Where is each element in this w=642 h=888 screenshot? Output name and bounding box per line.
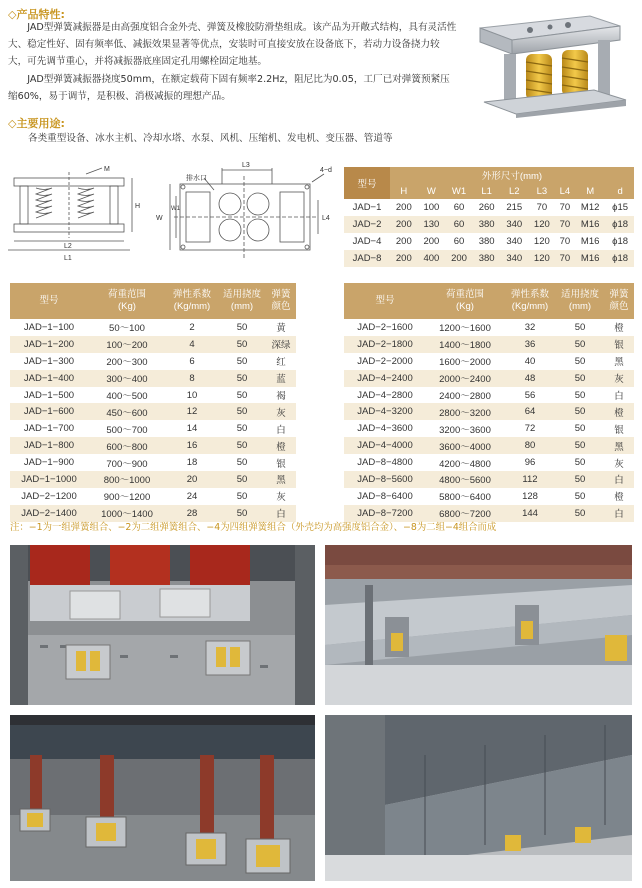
spring-color-cell: 黄 (276, 323, 286, 335)
spring-color-cell: 白 (604, 505, 634, 522)
deflection-cell: 50 (236, 355, 248, 367)
load-range-cell: 3600～4000 (426, 437, 504, 454)
install-photo-4 (325, 715, 632, 881)
model-cell: JAD−8−6400 (357, 490, 413, 502)
model-cell: JAD−1−500 (23, 389, 75, 401)
dim-value-cell: M16 (574, 216, 606, 233)
stiffness-cell: 32 (524, 321, 536, 333)
model-cell: JAD−2−1600 (357, 321, 413, 333)
load-table-row (10, 403, 296, 420)
stiffness-cell: 6 (189, 355, 195, 367)
deflection-cell: 50 (574, 321, 586, 333)
label-l1: L1 (64, 255, 72, 262)
dim-value-cell: 340 (500, 216, 528, 233)
load-table-row (344, 319, 634, 336)
load-table-row (10, 471, 296, 488)
stiffness-cell: 144 (504, 505, 556, 522)
dim-value-cell: 70 (559, 236, 571, 247)
load-table-left (10, 283, 296, 522)
stiffness-cell: 40 (524, 355, 536, 367)
load-range-cell: 4800～5600 (426, 471, 504, 488)
spring-color-cell: 银 (604, 336, 634, 353)
dim-col-header: L2 (500, 183, 528, 199)
stiffness-cell: 10 (186, 389, 198, 401)
stiffness-cell: 112 (504, 471, 556, 488)
model-cell: JAD−8−5600 (344, 471, 426, 488)
load-table-row (10, 370, 296, 387)
stiffness-cell: 4 (166, 336, 218, 353)
load-range-cell: 6800～7200 (426, 505, 504, 522)
dim-value-cell: ϕ18 (612, 236, 629, 247)
load-table-row (10, 437, 296, 454)
model-cell: JAD−1−400 (10, 370, 88, 387)
dimensions-table (344, 167, 634, 267)
side-view-drawing (6, 166, 146, 266)
dim-value-cell: 100 (423, 202, 440, 213)
dim-model-header: 型号 (344, 167, 390, 199)
label-l2: L2 (64, 243, 72, 250)
load-table-row (344, 454, 634, 471)
load-header-cell: 荷重范围 (Kg) (426, 283, 504, 319)
load-range-cell: 50～100 (109, 323, 145, 335)
dim-model-cell: JAD−4 (352, 236, 382, 247)
dim-col-header: d (606, 183, 634, 199)
model-cell: JAD−1−800 (10, 437, 88, 454)
spring-color-cell: 灰 (266, 403, 296, 420)
model-cell: JAD−1−1000 (10, 471, 88, 488)
dim-col-header: W (418, 183, 446, 199)
dim-value-cell: 340 (506, 236, 523, 247)
deflection-cell: 50 (556, 336, 604, 353)
spring-color-cell: 白 (276, 424, 286, 436)
spring-color-cell: 白 (604, 471, 634, 488)
load-table-row (344, 437, 634, 454)
deflection-cell: 50 (218, 336, 266, 353)
load-range-cell: 2800～3200 (426, 403, 504, 420)
features-title: ◇产品特性: (8, 8, 65, 21)
deflection-cell: 50 (236, 457, 248, 469)
dim-value-cell: 200 (445, 250, 473, 267)
model-cell: JAD−2−1800 (344, 336, 426, 353)
spring-color-cell: 灰 (276, 492, 286, 504)
model-cell: JAD−1−200 (10, 336, 88, 353)
dim-value-cell: 200 (423, 236, 440, 247)
spring-color-cell: 褐 (276, 391, 286, 402)
label-w1: W1 (171, 206, 180, 212)
dim-value-cell: 70 (559, 202, 571, 213)
usage-text: 各类重型设备、冰水主机、冷却水塔、水泵、风机、压缩机、发电机、变压器、管道等 (28, 133, 393, 144)
label-d: 4−d (320, 167, 332, 174)
dim-table-row (344, 199, 634, 216)
stiffness-cell: 64 (504, 403, 556, 420)
load-header-cell: 弹性系数 (Kg/mm) (166, 283, 218, 319)
model-cell: JAD−1−900 (23, 457, 75, 469)
load-table-right (344, 283, 634, 522)
load-table-row (10, 488, 296, 505)
stiffness-cell: 14 (186, 423, 198, 435)
model-cell: JAD−2−1200 (21, 490, 77, 502)
load-header-cell: 适用挠度 (mm) (218, 283, 266, 319)
dim-value-cell: 400 (418, 250, 446, 267)
spring-color-cell: 橙 (614, 492, 624, 504)
load-range-cell: 700～900 (106, 458, 148, 470)
deflection-cell: 50 (556, 403, 604, 420)
footnote: 注：−1为一组弹簧组合、−2为二组弹簧组合、−4为四组弹簧组合（外壳均为高强度铝合金）、−8为二组−4组合而成 (10, 522, 497, 533)
spring-color-cell: 红 (276, 357, 286, 369)
dim-value-cell: ϕ15 (612, 202, 629, 213)
label-l4: L4 (322, 215, 330, 222)
dim-value-cell: 60 (445, 216, 473, 233)
load-range-cell: 400～500 (106, 391, 148, 402)
deflection-cell: 50 (574, 457, 586, 469)
install-photo-3 (10, 715, 315, 881)
spring-color-cell: 银 (276, 458, 286, 470)
install-photo-1 (10, 545, 315, 705)
load-range-cell: 3200～3600 (439, 424, 491, 436)
features-paragraph-2: JAD型弹簧减振器挠度50mm，在额定载荷下固有频率2.2Hz，阻尼比为0.05，工厂已对弹簧预紧压缩60%，易于调节，是积极、消极减振的理想产品。 (8, 74, 450, 102)
install-photo-2 (325, 545, 632, 705)
dim-table-row (344, 216, 634, 233)
dim-value-cell: 70 (556, 250, 574, 267)
dim-col-header: L3 (528, 183, 556, 199)
dim-value-cell: 380 (478, 236, 495, 247)
dim-value-cell: 380 (473, 250, 501, 267)
dim-value-cell: 260 (478, 202, 495, 213)
deflection-cell: 50 (218, 403, 266, 420)
deflection-cell: 50 (574, 389, 586, 401)
stiffness-cell: 72 (524, 423, 536, 435)
dim-group-header: 外形尺寸(mm) (390, 167, 634, 183)
dim-table-row (344, 250, 634, 267)
dim-value-cell: M12 (580, 202, 600, 213)
dim-col-header: L1 (473, 183, 501, 199)
spring-color-cell: 深绿 (266, 336, 296, 353)
dim-value-cell: M16 (574, 250, 606, 267)
load-range-cell: 1200～1600 (439, 323, 491, 335)
model-cell: JAD−1−300 (23, 355, 75, 367)
load-header-cell: 适用挠度 (mm) (556, 283, 604, 319)
dim-col-header: W1 (445, 183, 473, 199)
spring-color-cell: 蓝 (266, 370, 296, 387)
spring-color-cell: 橙 (604, 403, 634, 420)
load-range-cell: 900～1200 (103, 492, 151, 504)
product-photo (470, 10, 630, 118)
deflection-cell: 50 (236, 321, 248, 333)
model-cell: JAD−2−2000 (357, 355, 413, 367)
load-table-row (344, 370, 634, 387)
dim-value-cell: 70 (556, 216, 574, 233)
deflection-cell: 50 (556, 370, 604, 387)
load-table-row (344, 336, 634, 353)
model-cell: JAD−8−4800 (357, 457, 413, 469)
label-w: W (156, 215, 163, 222)
stiffness-cell: 56 (524, 389, 536, 401)
dim-model-cell: JAD−8 (344, 250, 390, 267)
dim-table-row (344, 233, 634, 250)
model-cell: JAD−4−3200 (344, 403, 426, 420)
model-cell: JAD−8−7200 (344, 505, 426, 522)
stiffness-cell: 2 (189, 321, 195, 333)
spring-color-cell: 橙 (614, 323, 624, 335)
dim-value-cell: 70 (536, 202, 548, 213)
load-table-row (10, 420, 296, 437)
stiffness-cell: 48 (504, 370, 556, 387)
deflection-cell: 50 (556, 437, 604, 454)
stiffness-cell: 16 (166, 437, 218, 454)
spring-color-cell: 黑 (266, 471, 296, 488)
deflection-cell: 50 (574, 423, 586, 435)
stiffness-cell: 80 (504, 437, 556, 454)
model-cell: JAD−1−100 (23, 321, 75, 333)
spring-color-cell: 黑 (614, 357, 624, 369)
model-cell: JAD−4−2400 (344, 370, 426, 387)
label-h: H (135, 203, 141, 210)
load-range-cell: 1600～2000 (439, 357, 491, 369)
spring-color-cell: 灰 (604, 370, 634, 387)
spring-color-cell: 橙 (266, 437, 296, 454)
dim-value-cell: 200 (395, 202, 412, 213)
deflection-cell: 50 (556, 471, 604, 488)
load-range-cell: 500～700 (106, 424, 148, 436)
model-cell: JAD−4−3600 (357, 423, 413, 435)
stiffness-cell: 96 (524, 457, 536, 469)
load-header-cell: 弹簧 颜色 (266, 283, 296, 319)
load-header-cell: 型号 (10, 283, 88, 319)
label-l3: L3 (242, 162, 250, 169)
top-view-drawing (152, 160, 342, 270)
deflection-cell: 50 (218, 471, 266, 488)
dim-col-header: L4 (556, 183, 574, 199)
load-table-row (10, 319, 296, 336)
load-header-cell: 弹簧 颜色 (604, 283, 634, 319)
deflection-cell: 50 (574, 355, 586, 367)
load-table-row (344, 353, 634, 370)
load-table-row (10, 454, 296, 471)
dim-value-cell: 200 (390, 250, 418, 267)
load-table-row (344, 387, 634, 404)
spring-color-cell: 白 (614, 391, 624, 402)
load-range-cell: 1400～1800 (426, 336, 504, 353)
deflection-cell: 50 (218, 370, 266, 387)
load-range-cell: 200～300 (106, 357, 148, 369)
load-range-cell: 450～600 (88, 403, 166, 420)
label-m: M (104, 166, 110, 173)
load-range-cell: 600～800 (88, 437, 166, 454)
load-header-cell: 型号 (344, 283, 426, 319)
load-range-cell: 2400～2800 (439, 391, 491, 402)
dim-value-cell: 340 (500, 250, 528, 267)
load-range-cell: 5800～6400 (439, 492, 491, 504)
model-cell: JAD−2−1400 (10, 505, 88, 522)
model-cell: JAD−4−2800 (357, 389, 413, 401)
dim-value-cell: 215 (506, 202, 523, 213)
dim-col-header: H (390, 183, 418, 199)
stiffness-cell: 36 (504, 336, 556, 353)
dim-value-cell: M16 (580, 236, 600, 247)
load-header-cell: 弹性系数 (Kg/mm) (504, 283, 556, 319)
load-table-row (344, 488, 634, 505)
load-header-cell: 荷重范围 (Kg) (88, 283, 166, 319)
load-range-cell: 4200～4800 (439, 458, 491, 470)
model-cell: JAD−4−4000 (344, 437, 426, 454)
features-paragraph-1: JAD型弹簧减振器是由高强度铝合金外壳、弹簧及橡胶防滑垫组成。该产品为开敞式结构，具有灵活性大、稳定性好、固有频率低、减振效果显著等优点，安装时可直接安放在设备底下，若动力设备挠力较大，可先调节重心，并将减振器底座固定孔用螺栓固定地基。 (8, 22, 457, 67)
load-range-cell: 2000～2400 (426, 370, 504, 387)
dim-value-cell: 200 (395, 236, 412, 247)
load-table-row (344, 403, 634, 420)
dim-col-header: M (574, 183, 606, 199)
spring-color-cell: 黑 (604, 437, 634, 454)
dim-value-cell: 200 (390, 216, 418, 233)
stiffness-cell: 8 (166, 370, 218, 387)
deflection-cell: 50 (218, 437, 266, 454)
stiffness-cell: 24 (186, 490, 198, 502)
dim-model-cell: JAD−1 (352, 202, 382, 213)
load-table-row (344, 420, 634, 437)
stiffness-cell: 28 (166, 505, 218, 522)
stiffness-cell: 128 (522, 490, 538, 502)
deflection-cell: 50 (236, 490, 248, 502)
dim-value-cell: 380 (473, 216, 501, 233)
dim-value-cell: 120 (528, 250, 556, 267)
stiffness-cell: 20 (166, 471, 218, 488)
spring-color-cell: 灰 (614, 458, 624, 470)
dim-value-cell: 130 (418, 216, 446, 233)
deflection-cell: 50 (556, 505, 604, 522)
load-table-row (10, 336, 296, 353)
dim-value-cell: ϕ18 (606, 250, 634, 267)
load-table-row (344, 471, 634, 488)
spring-color-cell: 银 (614, 424, 624, 436)
spring-color-cell: 白 (266, 505, 296, 522)
model-cell: JAD−1−700 (23, 423, 75, 435)
usage-title: ◇主要用途: (8, 117, 65, 130)
label-drain: 排水口 (186, 174, 207, 182)
deflection-cell: 50 (218, 505, 266, 522)
load-range-cell: 1000～1400 (88, 505, 166, 522)
load-range-cell: 100～200 (88, 336, 166, 353)
deflection-cell: 50 (236, 423, 248, 435)
dim-model-cell: JAD−2 (344, 216, 390, 233)
load-range-cell: 800～1000 (88, 471, 166, 488)
deflection-cell: 50 (236, 389, 248, 401)
stiffness-cell: 18 (186, 457, 198, 469)
model-cell: JAD−1−600 (10, 403, 88, 420)
dim-value-cell: 60 (453, 202, 465, 213)
load-table-row (10, 353, 296, 370)
load-range-cell: 300～400 (88, 370, 166, 387)
deflection-cell: 50 (574, 490, 586, 502)
dim-value-cell: ϕ18 (606, 216, 634, 233)
dim-value-cell: 120 (528, 216, 556, 233)
dim-value-cell: 60 (453, 236, 465, 247)
dim-value-cell: 120 (533, 236, 550, 247)
stiffness-cell: 12 (166, 403, 218, 420)
load-table-row (10, 387, 296, 404)
